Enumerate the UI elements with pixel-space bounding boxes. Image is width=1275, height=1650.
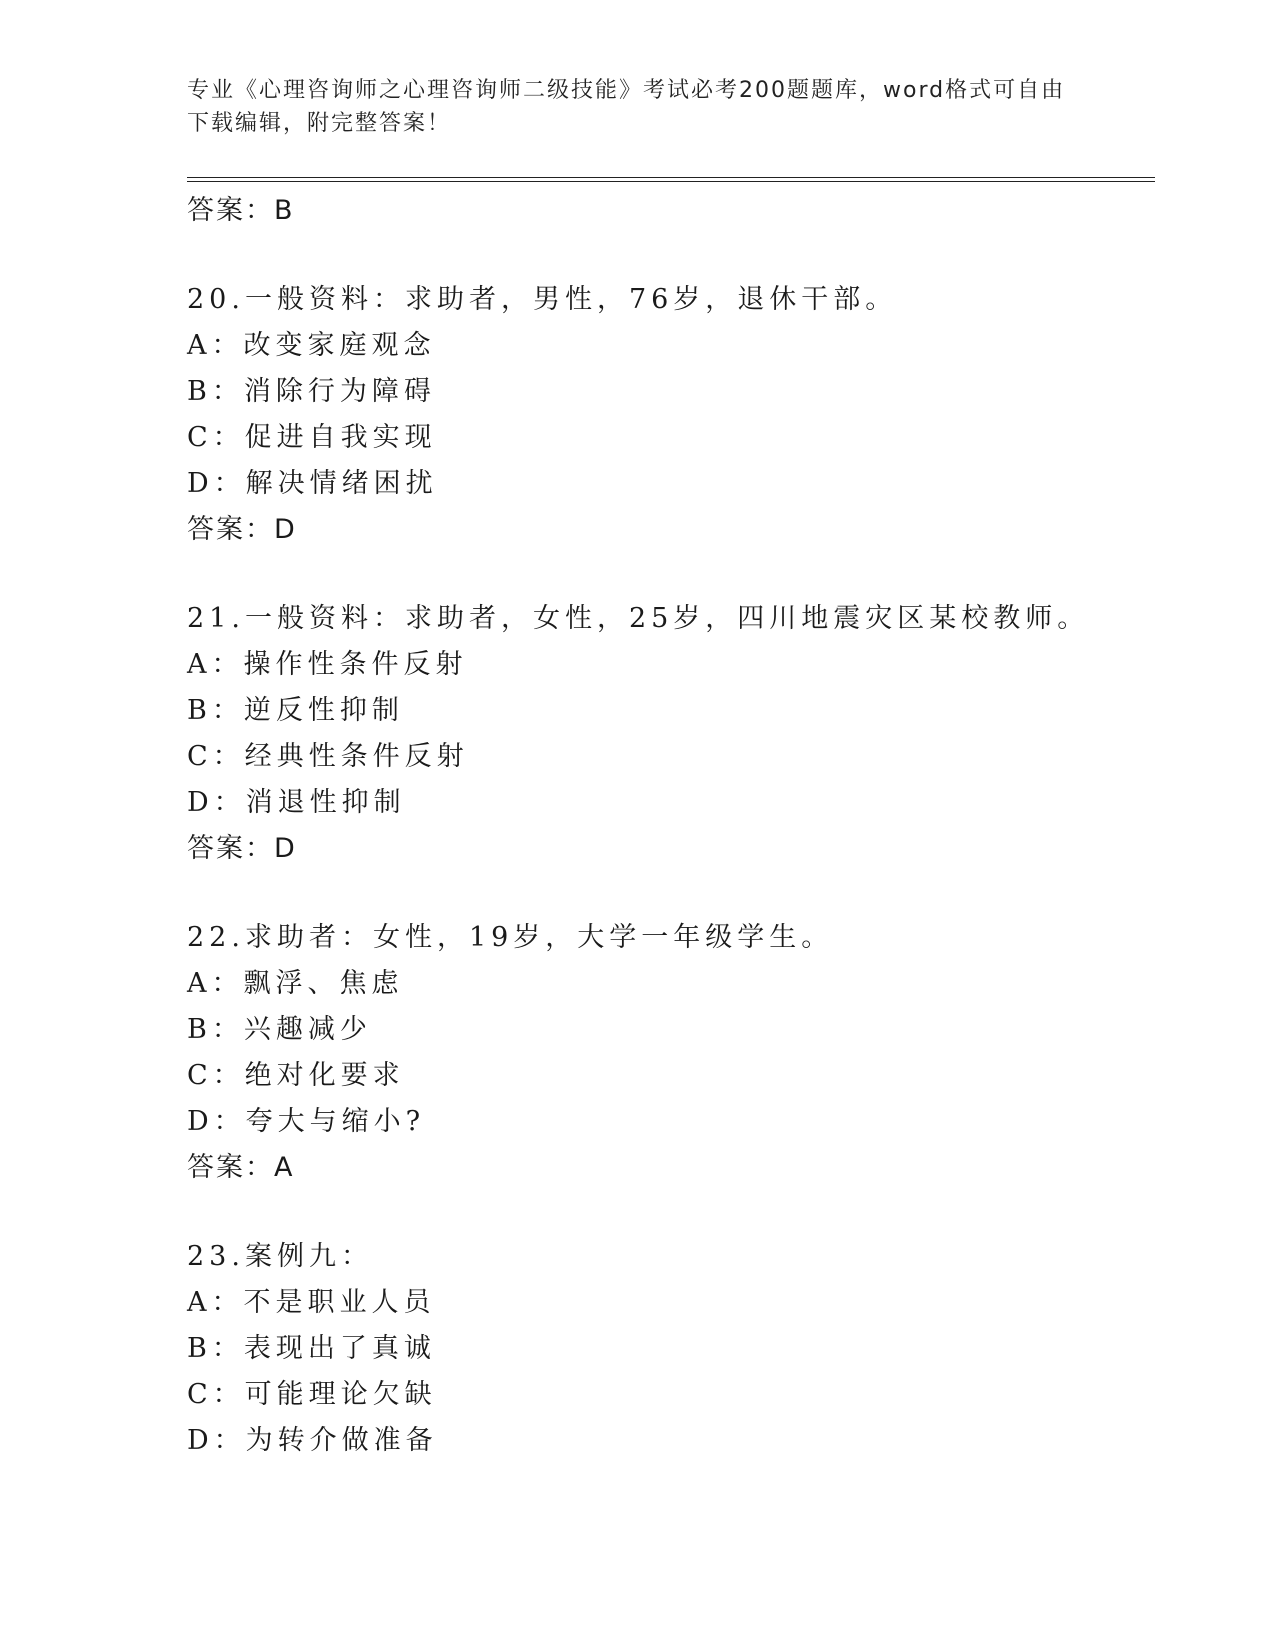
answer-line: 答案：A [187,1152,295,1183]
answer-line: 答案：D [187,833,297,864]
option-a: A：操作性条件反射 [187,649,468,680]
answer-line: 答案：B [187,195,295,226]
option-a: A：不是职业人员 [187,1287,436,1318]
question-stem: 23.案例九： [187,1241,373,1272]
answer-line: 答案：D [187,514,297,545]
question-stem: 20.一般资料：求助者，男性，76岁，退休干部。 [187,284,898,315]
option-d: D：解决情绪困扰 [187,468,438,499]
question-stem: 21.一般资料：求助者，女性，25岁，四川地震灾区某校教师。 [187,603,1090,634]
spacer [187,1191,1155,1234]
option-d: D：消退性抑制 [187,787,406,818]
spacer [187,553,1155,596]
header-divider [187,177,1155,182]
option-a: A：改变家庭观念 [187,330,436,361]
question-21 [187,596,1155,872]
option-c: C：绝对化要求 [187,1060,405,1091]
option-b: B：逆反性抑制 [187,695,404,726]
option-d: D：夸大与缩小? [187,1106,426,1137]
spacer [187,872,1155,915]
spacer [187,234,1155,277]
question-list [187,188,1155,1464]
option-b: B：表现出了真诚 [187,1333,436,1364]
option-d: D：为转介做准备 [187,1425,438,1456]
option-b: B：兴趣减少 [187,1014,372,1045]
question-20 [187,277,1155,553]
document-header: 专业《心理咨询师之心理咨询师二级技能》考试必考200题题库，word格式可自由下载编辑，附完整答案！ [187,78,1066,136]
option-c: C：促进自我实现 [187,422,437,453]
option-b: B：消除行为障碍 [187,376,436,407]
question-stem: 22.求助者：女性，19岁，大学一年级学生。 [187,922,834,953]
option-c: C：经典性条件反射 [187,741,469,772]
option-c: C：可能理论欠缺 [187,1379,437,1410]
question-22 [187,915,1155,1191]
question-23 [187,1234,1155,1464]
option-a: A：飘浮、焦虑 [187,968,404,999]
